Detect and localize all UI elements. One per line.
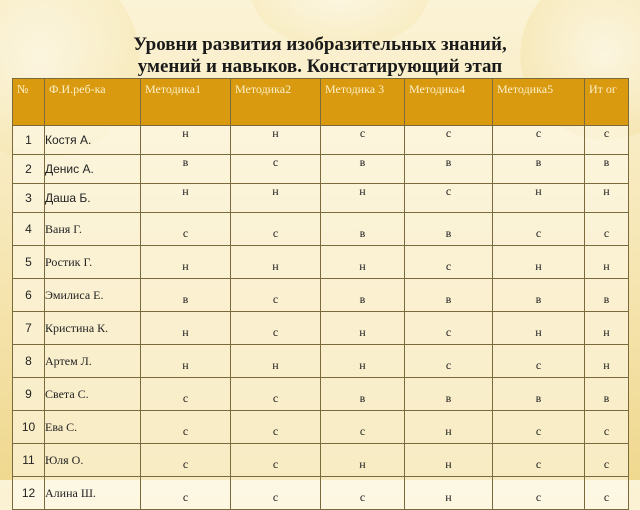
method-5-level-cell: с bbox=[493, 477, 585, 510]
method-2-level-cell: с bbox=[231, 444, 321, 477]
row-number-cell: 3 bbox=[13, 184, 45, 213]
method-4-level-cell: с bbox=[405, 184, 493, 213]
method-3-level-cell: н bbox=[321, 312, 405, 345]
method-1-level-cell: в bbox=[141, 279, 231, 312]
row-number-cell: 1 bbox=[13, 126, 45, 155]
table-header-row bbox=[13, 79, 629, 126]
method-5-level-cell: с bbox=[493, 213, 585, 246]
method-3-level-cell: н bbox=[321, 345, 405, 378]
method-4-level-cell: с bbox=[405, 312, 493, 345]
method-1-level-cell: в bbox=[141, 155, 231, 184]
method-3-level-cell: н bbox=[321, 444, 405, 477]
total-level-cell: н bbox=[585, 246, 629, 279]
method-4-level-cell: в bbox=[405, 155, 493, 184]
total-level-cell: в bbox=[585, 378, 629, 411]
method-3-level-cell: с bbox=[321, 411, 405, 444]
method-4-level-cell: н bbox=[405, 477, 493, 510]
total-level-cell: с bbox=[585, 213, 629, 246]
method-3-level-cell: с bbox=[321, 126, 405, 155]
method-1-level-cell: с bbox=[141, 477, 231, 510]
method-2-level-cell: с bbox=[231, 477, 321, 510]
method-5-level-cell: в bbox=[493, 378, 585, 411]
method-4-level-cell: с bbox=[405, 345, 493, 378]
child-name-cell: Света С. bbox=[45, 378, 141, 411]
child-name-cell: Даша Б. bbox=[45, 184, 141, 213]
title-line-2: умений и навыков. Констатирующий этап bbox=[137, 56, 503, 77]
child-name-cell: Ростик Г. bbox=[45, 246, 141, 279]
method-2-level-cell: с bbox=[231, 411, 321, 444]
table-row bbox=[13, 155, 629, 184]
method-2-level-cell: н bbox=[231, 345, 321, 378]
table-row bbox=[13, 444, 629, 477]
method-2-level-cell: н bbox=[231, 184, 321, 213]
table-row bbox=[13, 184, 629, 213]
table-body bbox=[13, 126, 629, 510]
method-1-level-cell: с bbox=[141, 411, 231, 444]
method-5-level-cell: в bbox=[493, 155, 585, 184]
method-1-level-cell: н bbox=[141, 184, 231, 213]
method-5-level-cell: с bbox=[493, 444, 585, 477]
total-level-cell: с bbox=[585, 411, 629, 444]
method-1-level-cell: н bbox=[141, 126, 231, 155]
table-row bbox=[13, 246, 629, 279]
child-name-cell: Юля О. bbox=[45, 444, 141, 477]
table-row bbox=[13, 213, 629, 246]
method-4-level-cell: с bbox=[405, 246, 493, 279]
child-name-cell: Артем Л. bbox=[45, 345, 141, 378]
child-name-cell: Эмилиса Е. bbox=[45, 279, 141, 312]
method-5-level-cell: н bbox=[493, 184, 585, 213]
method-1-level-cell: с bbox=[141, 378, 231, 411]
total-level-cell: н bbox=[585, 184, 629, 213]
column-header-number: № bbox=[13, 79, 45, 126]
method-1-level-cell: с bbox=[141, 444, 231, 477]
method-3-level-cell: в bbox=[321, 279, 405, 312]
table-row bbox=[13, 279, 629, 312]
table-row bbox=[13, 411, 629, 444]
total-level-cell: н bbox=[585, 312, 629, 345]
column-header-method-5: Методика5 bbox=[493, 79, 585, 126]
method-2-level-cell: н bbox=[231, 246, 321, 279]
method-3-level-cell: в bbox=[321, 378, 405, 411]
title-line-1: Уровни развития изобразительных знаний, bbox=[133, 34, 507, 55]
child-name-cell: Алина Ш. bbox=[45, 477, 141, 510]
method-2-level-cell: с bbox=[231, 279, 321, 312]
method-4-level-cell: н bbox=[405, 444, 493, 477]
row-number-cell: 2 bbox=[13, 155, 45, 184]
row-number-cell: 12 bbox=[13, 477, 45, 510]
results-table bbox=[12, 78, 629, 510]
row-number-cell: 8 bbox=[13, 345, 45, 378]
method-1-level-cell: н bbox=[141, 246, 231, 279]
row-number-cell: 6 bbox=[13, 279, 45, 312]
page-title bbox=[0, 34, 640, 78]
row-number-cell: 11 bbox=[13, 444, 45, 477]
table-row bbox=[13, 312, 629, 345]
method-3-level-cell: в bbox=[321, 155, 405, 184]
method-4-level-cell: в bbox=[405, 279, 493, 312]
method-5-level-cell: н bbox=[493, 312, 585, 345]
child-name-cell: Ваня Г. bbox=[45, 213, 141, 246]
method-2-level-cell: н bbox=[231, 126, 321, 155]
column-header-method-1: Методика1 bbox=[141, 79, 231, 126]
table-row bbox=[13, 477, 629, 510]
column-header-name: Ф.И.реб-ка bbox=[45, 79, 141, 126]
method-3-level-cell: в bbox=[321, 213, 405, 246]
method-3-level-cell: с bbox=[321, 477, 405, 510]
column-header-method-3: Методика 3 bbox=[321, 79, 405, 126]
method-2-level-cell: с bbox=[231, 155, 321, 184]
method-4-level-cell: н bbox=[405, 411, 493, 444]
row-number-cell: 4 bbox=[13, 213, 45, 246]
method-1-level-cell: н bbox=[141, 312, 231, 345]
row-number-cell: 9 bbox=[13, 378, 45, 411]
method-4-level-cell: в bbox=[405, 378, 493, 411]
total-level-cell: с bbox=[585, 444, 629, 477]
method-2-level-cell: с bbox=[231, 312, 321, 345]
method-1-level-cell: с bbox=[141, 213, 231, 246]
child-name-cell: Денис А. bbox=[45, 155, 141, 184]
table-row bbox=[13, 345, 629, 378]
total-level-cell: в bbox=[585, 155, 629, 184]
method-5-level-cell: н bbox=[493, 246, 585, 279]
method-5-level-cell: с bbox=[493, 126, 585, 155]
method-1-level-cell: н bbox=[141, 345, 231, 378]
column-header-method-2: Методика2 bbox=[231, 79, 321, 126]
child-name-cell: Костя А. bbox=[45, 126, 141, 155]
column-header-method-4: Методика4 bbox=[405, 79, 493, 126]
method-4-level-cell: с bbox=[405, 126, 493, 155]
method-3-level-cell: н bbox=[321, 184, 405, 213]
method-4-level-cell: в bbox=[405, 213, 493, 246]
method-5-level-cell: с bbox=[493, 411, 585, 444]
row-number-cell: 5 bbox=[13, 246, 45, 279]
total-level-cell: в bbox=[585, 279, 629, 312]
total-level-cell: н bbox=[585, 345, 629, 378]
child-name-cell: Ева С. bbox=[45, 411, 141, 444]
method-5-level-cell: с bbox=[493, 345, 585, 378]
method-5-level-cell: в bbox=[493, 279, 585, 312]
table-row bbox=[13, 126, 629, 155]
child-name-cell: Кристина К. bbox=[45, 312, 141, 345]
total-level-cell: с bbox=[585, 126, 629, 155]
row-number-cell: 10 bbox=[13, 411, 45, 444]
row-number-cell: 7 bbox=[13, 312, 45, 345]
table-row bbox=[13, 378, 629, 411]
method-2-level-cell: с bbox=[231, 213, 321, 246]
column-header-total: Ит ог bbox=[585, 79, 629, 126]
method-3-level-cell: н bbox=[321, 246, 405, 279]
total-level-cell: с bbox=[585, 477, 629, 510]
method-2-level-cell: с bbox=[231, 378, 321, 411]
